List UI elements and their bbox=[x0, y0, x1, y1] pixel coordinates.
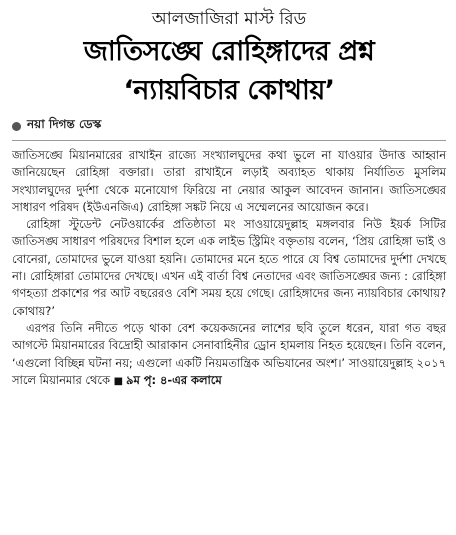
headline-line-1: জাতিসঙ্ঘে রোহিঙ্গাদের প্রশ্ন bbox=[83, 36, 375, 67]
byline-text: নয়া দিগন্ত ডেস্ক bbox=[27, 117, 102, 131]
paragraph: জাতিসঙ্ঘে মিয়ানমারের রাখাইন রাজ্যে সংখ্যালঘুদের কথা ভুলে না যাওয়ার উদাত্ত আহ্বান জানিয়েছেন রোহিঙ্গা বক্তারা। তারা রাখাইনে লড়াই অব্যাহত থাকায় নির্যাতিত মুসলিম সংখ্যালঘুদের দুর্দশা থেকে মনোযোগ ফিরিয়ে না নেয়ার আকুল আবেদন জানান। জাতিসঙ্ঘের সাধারণ পরিষদ (ইউএনজিএ) রোহিঙ্গা সঙ্কট নিয়ে এ সম্মেলনের আয়োজন করে। bbox=[12, 148, 446, 214]
kicker: আলজাজিরা মাস্ট রিড bbox=[151, 9, 307, 29]
paragraph bbox=[12, 320, 446, 390]
divider bbox=[12, 140, 446, 141]
continued-on-reference bbox=[114, 373, 222, 387]
jump-text: ৯ম পৃ: ৪-এর কলামে bbox=[126, 372, 222, 387]
paragraph-text: এরপর তিনি নদীতে পড়ে থাকা বেশ কয়েকজনের লাশের ছবি তুলে ধরেন, যারা গত বছর আগস্টে মিয়ানমারের বিদ্রোহী আরাকান সেনাবাহিনীর ড্রোন হামলায় নিহত হয়েছেন। তিনি বলেন, ‘এগুলো বিচ্ছিন্ন ঘটনা নয়; এগুলো একটি নিয়মতান্ত্রিক অভিযানের অংশ।’ সাওয়ায়েদুল্লাহ ২০১৭ সালে মিয়ানমার থেকে bbox=[12, 320, 446, 387]
bullet-icon bbox=[12, 122, 21, 131]
byline bbox=[12, 118, 446, 134]
triangle-icon: ■ bbox=[113, 375, 124, 387]
paragraph: রোহিঙ্গা স্টুডেন্ট নেটওয়ার্কের প্রতিষ্ঠাতা মং সাওয়ায়েদুল্লাহ মঙ্গলবার নিউ ইয়র্ক সিটির জাতিসঙ্ঘ সাধারণ পরিষদের বিশাল হলে এক লাইভ স্ট্রিমিং বক্তৃতায় বলেন, ‘প্রিয় রোহিঙ্গা ভাই ও বোনেরা, তোমাদের ভুলে যাওয়া হয়নি। তোমাদের মনে হতে পারে যে বিশ্ব তোমাদের দুর্দশা দেখছে না। রোহিঙ্গারা তোমাদের দেখছে। এখন এই বার্তা বিশ্ব নেতাদের এবং জাতিসঙ্ঘের জন্য : রোহিঙ্গা গণহত্যা প্রকাশের পর আট বছরেরও বেশি সময় হয়ে গেছে। রোহিঙ্গাদের জন্য ন্যায়বিচার কোথায়? কোথায়?’ bbox=[12, 217, 446, 318]
headline-line-2: ‘ন্যায়বিচার কোথায়’ bbox=[123, 75, 335, 106]
article-body bbox=[12, 147, 446, 390]
